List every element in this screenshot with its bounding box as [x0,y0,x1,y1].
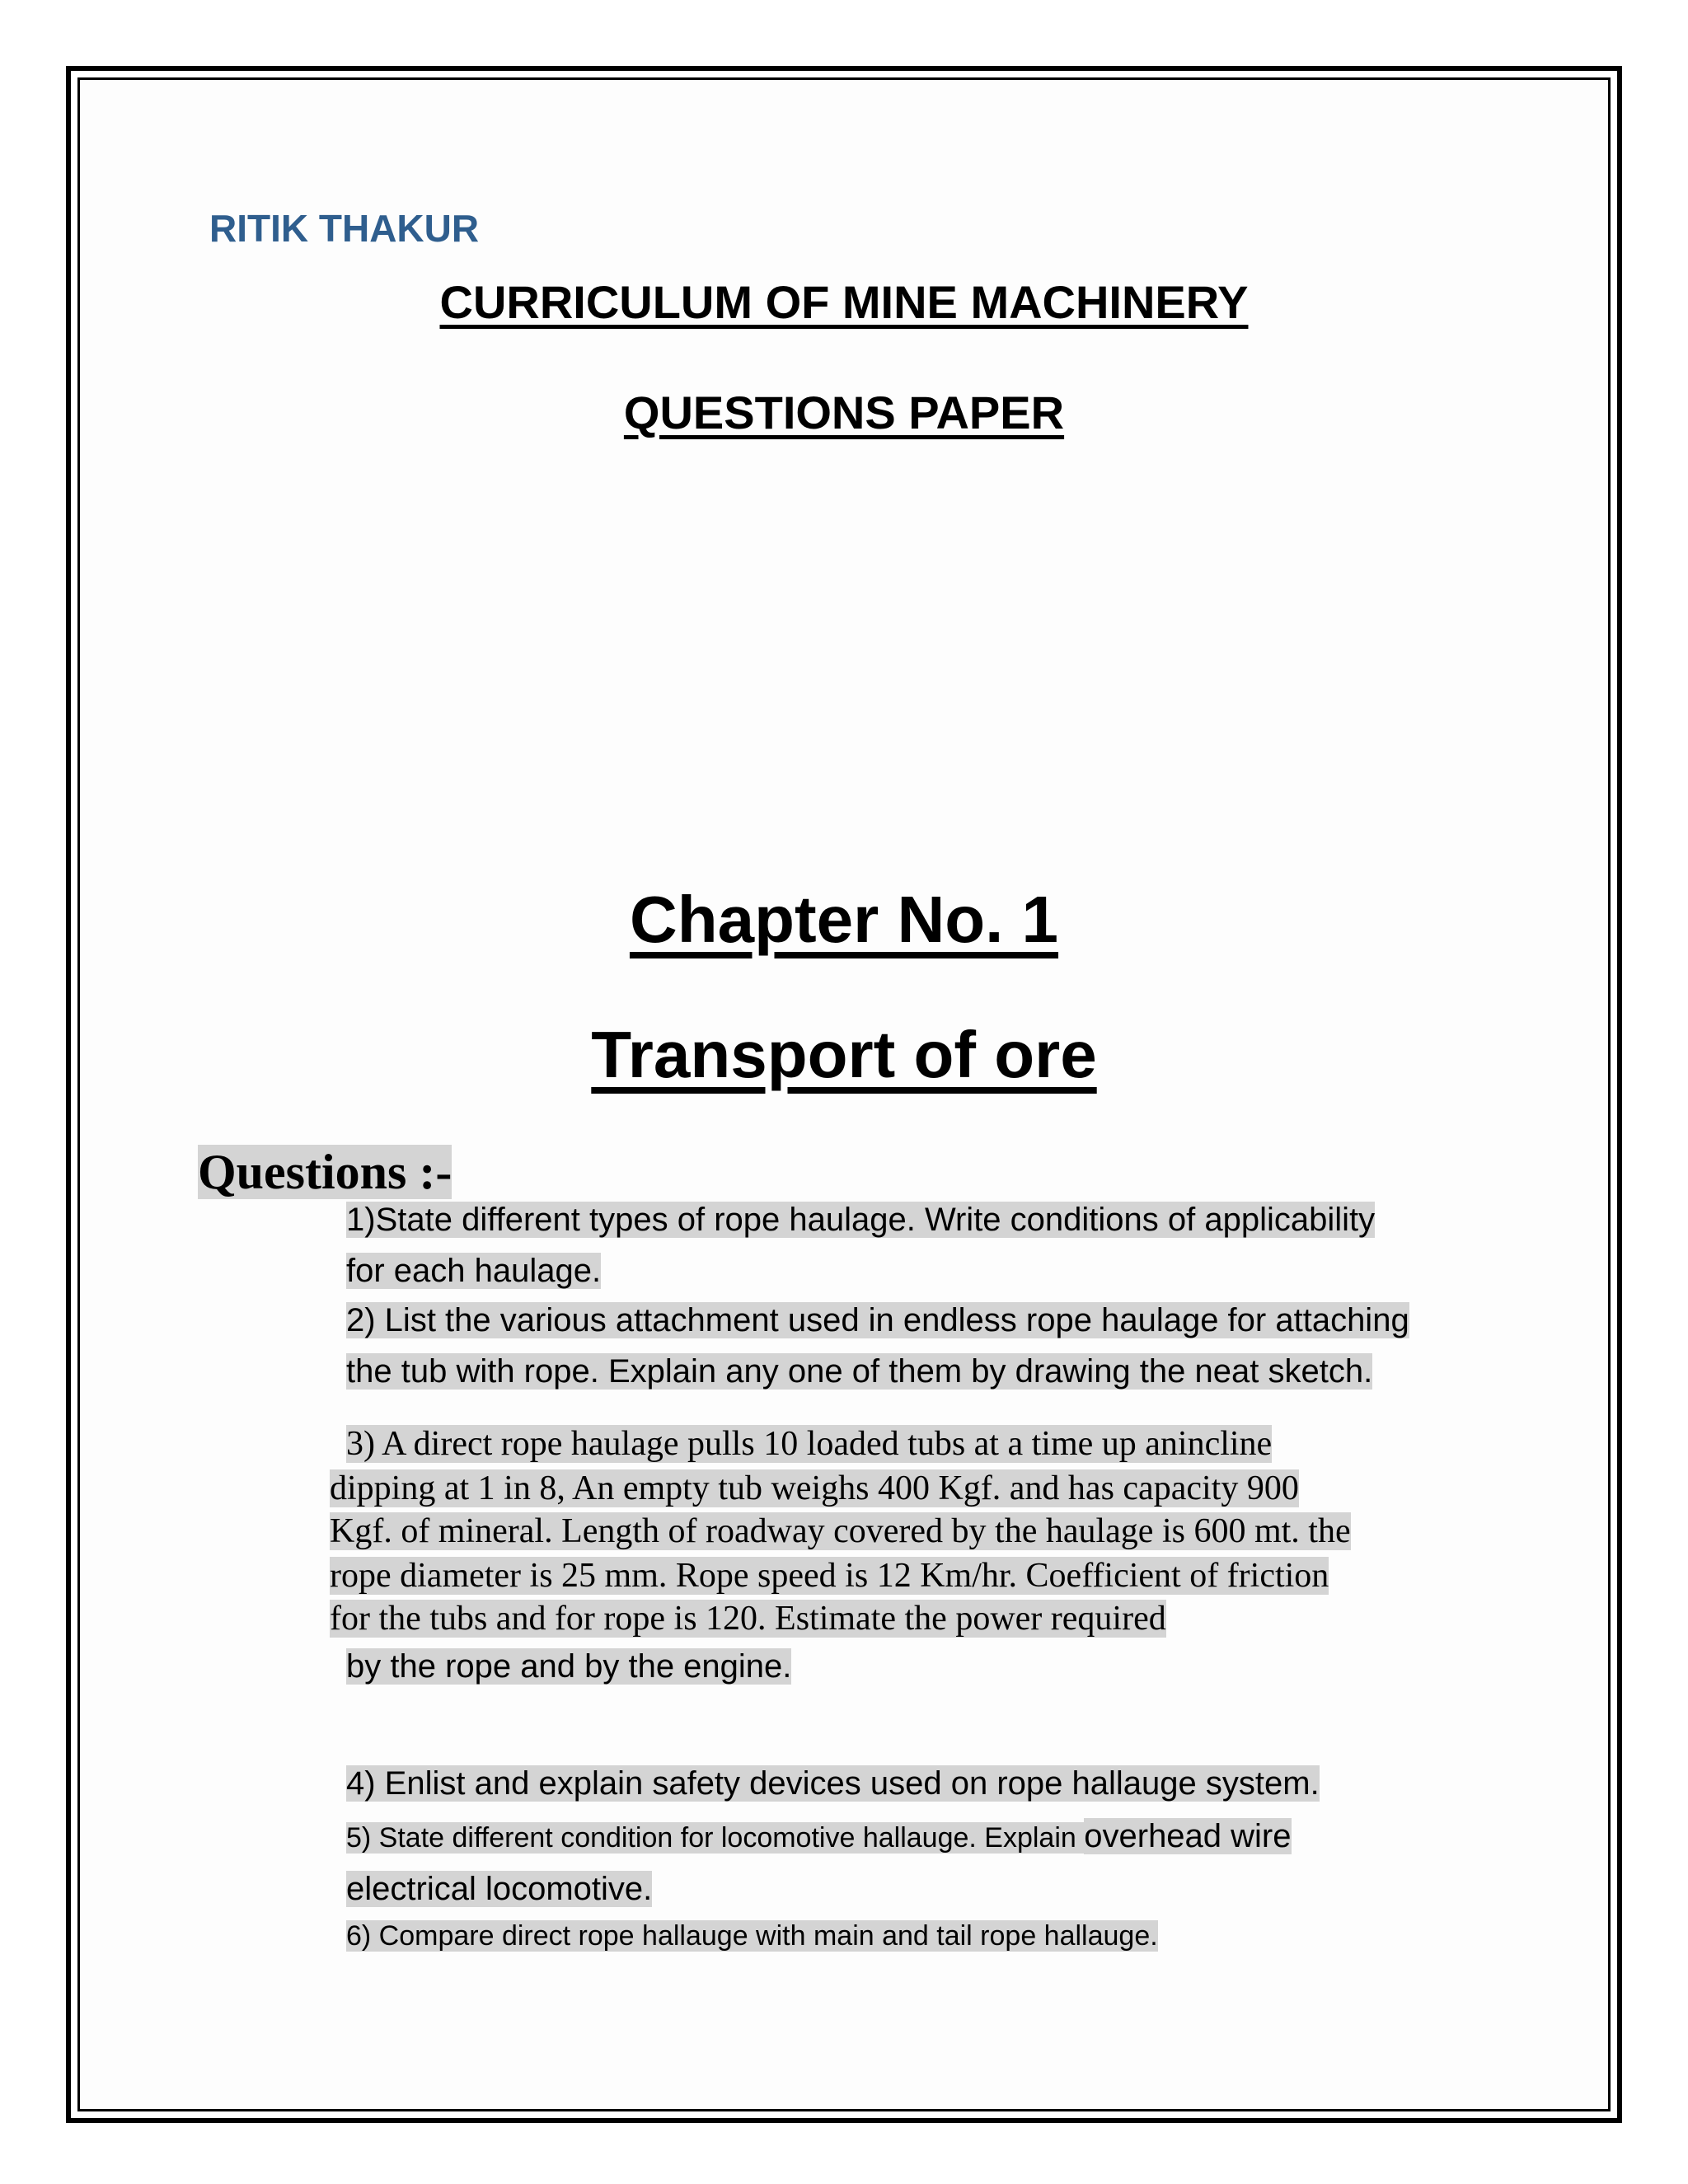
questions-heading-text: Questions :- [198,1145,452,1199]
question-3-text-2: dipping at 1 in 8, An empty tub weighs 400 Kgf. and has capacity 900 [330,1469,1299,1507]
chapter-topic: Transport of ore [591,1018,1097,1091]
question-3-text-6: by the rope and by the engine. [346,1648,792,1685]
question-5-text-1a: 5) State different condition for locomotive hallauge. Explain [346,1822,1085,1854]
question-3-text-5: for the tubs and for rope is 120. Estimate the power required [330,1600,1166,1638]
question-2-line-1 [346,1302,1409,1339]
question-4-text: 4) Enlist and explain safety devices used on rope hallauge system. [346,1765,1320,1802]
document-title: CURRICULUM OF MINE MACHINERY [439,276,1249,328]
chapter-number: Chapter No. 1 [629,883,1059,956]
question-5-line-1 [346,1818,1292,1855]
question-2-text-2: the tub with rope. Explain any one of them by drawing the neat sketch. [346,1353,1373,1390]
question-3-line-4 [330,1556,1329,1596]
question-3-line-2 [330,1469,1299,1508]
question-1-line-1 [346,1202,1375,1239]
questions-heading [198,1144,452,1201]
question-6-line [346,1920,1158,1952]
question-1-text-2: for each haulage. [346,1253,602,1289]
question-2-line-2 [346,1353,1372,1390]
question-4-line [346,1765,1320,1802]
question-3-line-1 [346,1424,1272,1464]
question-5-line-2 [346,1871,652,1908]
page-inner-border [77,77,1611,2111]
question-3-text-1: 3) A direct rope haulage pulls 10 loaded tubs at a time up anincline [346,1425,1273,1463]
question-1-text-1: 1)State different types of rope haulage. Write conditions of applicability [346,1202,1376,1238]
question-5-text-2: electrical locomotive. [346,1871,653,1907]
document-subtitle: QUESTIONS PAPER [623,387,1065,438]
question-5-text-1b: overhead wire [1084,1818,1292,1854]
question-3-line-6 [346,1648,791,1685]
question-3-text-3: Kgf. of mineral. Length of roadway covered by the haulage is 600 mt. the [330,1512,1351,1550]
question-3-line-5 [330,1599,1166,1638]
question-3-line-3 [330,1511,1351,1551]
question-2-text-1: 2) List the various attachment used in endless rope haulage for attaching [346,1302,1409,1338]
author-name: RITIK THAKUR [209,207,480,250]
question-6-text: 6) Compare direct rope hallauge with main and tail rope hallauge. [346,1920,1158,1952]
question-1-line-2 [346,1253,601,1290]
question-3-text-4: rope diameter is 25 mm. Rope speed is 12 Km/hr. Coefficient of friction [330,1557,1329,1595]
